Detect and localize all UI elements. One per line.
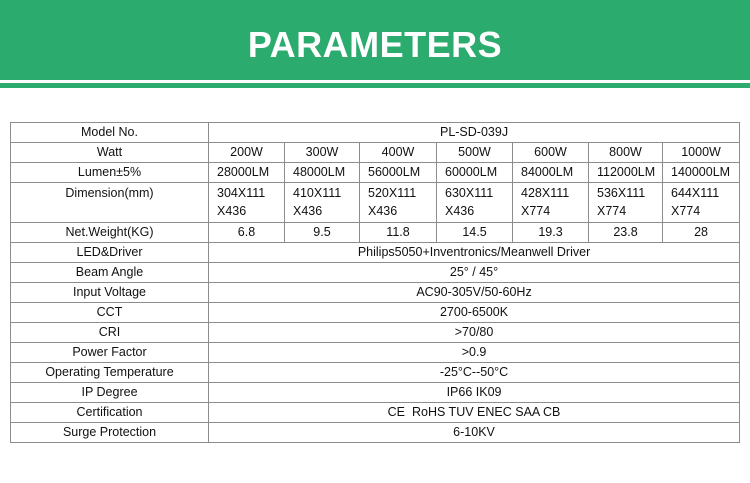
- spec-value: >70/80: [209, 323, 740, 343]
- table-row-cct: [11, 303, 740, 323]
- lumen-cell: 112000LM: [589, 163, 663, 183]
- row-label: Certification: [11, 403, 209, 423]
- row-label: LED&Driver: [11, 243, 209, 263]
- row-label: Lumen±5%: [11, 163, 209, 183]
- lumen-cell: 48000LM: [285, 163, 360, 183]
- weight-cell: 6.8: [209, 223, 285, 243]
- dimension-cell: [437, 183, 513, 223]
- table-row-dimension: [11, 183, 740, 223]
- row-label: Model No.: [11, 123, 209, 143]
- table-row-surge-protection: [11, 423, 740, 443]
- spec-value: 2700-6500K: [209, 303, 740, 323]
- dimension-line: 536X111: [597, 186, 646, 200]
- table-row-power-factor: [11, 343, 740, 363]
- dimension-line: 428X111: [521, 186, 570, 200]
- dimension-line: X774: [671, 204, 701, 218]
- dimension-cell: [589, 183, 663, 223]
- model-value: PL-SD-039J: [209, 123, 740, 143]
- row-label: CRI: [11, 323, 209, 343]
- dimension-cell: [663, 183, 740, 223]
- dimension-line: 304X111: [217, 186, 266, 200]
- row-label: Power Factor: [11, 343, 209, 363]
- table-row-model: [11, 123, 740, 143]
- dimension-line: X436: [368, 204, 398, 218]
- watt-cell: 500W: [437, 143, 513, 163]
- watt-cell: 600W: [513, 143, 589, 163]
- dimension-line: 630X111: [445, 186, 494, 200]
- page-title: PARAMETERS: [247, 24, 503, 65]
- lumen-cell: 28000LM: [209, 163, 285, 183]
- dimension-cell: [285, 183, 360, 223]
- weight-cell: 28: [663, 223, 740, 243]
- dimension-line: X774: [521, 204, 551, 218]
- spec-value: AC90-305V/50-60Hz: [209, 283, 740, 303]
- table-row-operating-temperature: [11, 363, 740, 383]
- row-label: Dimension(mm): [11, 183, 209, 223]
- table-row-led-driver: [11, 243, 740, 263]
- weight-cell: 14.5: [437, 223, 513, 243]
- lumen-cell: 60000LM: [437, 163, 513, 183]
- row-label: CCT: [11, 303, 209, 323]
- dimension-line: X774: [597, 204, 627, 218]
- row-label: IP Degree: [11, 383, 209, 403]
- table-row-ip-degree: [11, 383, 740, 403]
- dimension-line: 520X111: [368, 186, 417, 200]
- spec-value: >0.9: [209, 343, 740, 363]
- lumen-cell: 140000LM: [663, 163, 740, 183]
- weight-cell: 19.3: [513, 223, 589, 243]
- table-row-watt: [11, 143, 740, 163]
- dimension-cell: [209, 183, 285, 223]
- dimension-line: X436: [445, 204, 475, 218]
- spec-value: 6-10KV: [209, 423, 740, 443]
- spec-value: CE RoHS TUV ENEC SAA CB: [209, 403, 740, 423]
- table-row-input-voltage: [11, 283, 740, 303]
- dimension-line: 644X111: [671, 186, 720, 200]
- watt-cell: 1000W: [663, 143, 740, 163]
- parameters-table: [10, 122, 740, 443]
- watt-cell: 800W: [589, 143, 663, 163]
- lumen-cell: 56000LM: [360, 163, 437, 183]
- row-label: Beam Angle: [11, 263, 209, 283]
- row-label: Operating Temperature: [11, 363, 209, 383]
- row-label: Surge Protection: [11, 423, 209, 443]
- row-label: Net.Weight(KG): [11, 223, 209, 243]
- watt-cell: 200W: [209, 143, 285, 163]
- header-divider: [0, 83, 750, 88]
- weight-cell: 9.5: [285, 223, 360, 243]
- weight-cell: 11.8: [360, 223, 437, 243]
- watt-cell: 300W: [285, 143, 360, 163]
- table-row-cri: [11, 323, 740, 343]
- dimension-line: X436: [293, 204, 323, 218]
- header-banner: [0, 0, 750, 80]
- row-label: Input Voltage: [11, 283, 209, 303]
- dimension-line: X436: [217, 204, 247, 218]
- spec-value: IP66 IK09: [209, 383, 740, 403]
- table-row-certification: [11, 403, 740, 423]
- row-label: Watt: [11, 143, 209, 163]
- spec-value: -25°C--50°C: [209, 363, 740, 383]
- lumen-cell: 84000LM: [513, 163, 589, 183]
- spec-value: Philips5050+Inventronics/Meanwell Driver: [209, 243, 740, 263]
- watt-cell: 400W: [360, 143, 437, 163]
- weight-cell: 23.8: [589, 223, 663, 243]
- table-row-beam-angle: [11, 263, 740, 283]
- spec-value: 25° / 45°: [209, 263, 740, 283]
- dimension-cell: [360, 183, 437, 223]
- table-row-weight: [11, 223, 740, 243]
- dimension-line: 410X111: [293, 186, 342, 200]
- table-row-lumen: [11, 163, 740, 183]
- dimension-cell: [513, 183, 589, 223]
